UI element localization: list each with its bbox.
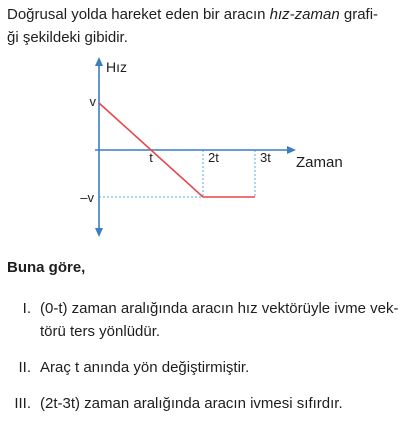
statement-3 <box>7 392 412 415</box>
intro-line-2: ği şekildeki gibidir. <box>7 29 128 46</box>
x-tick-label-2t: 2t <box>208 150 219 165</box>
statement-numeral: II. <box>18 359 31 376</box>
y-tick-label-neg-v: –v <box>80 190 94 205</box>
intro-text-italic: hız-zaman <box>269 6 340 23</box>
x-axis-arrow <box>287 146 296 154</box>
statement-2 <box>7 356 412 379</box>
x-axis-label: Zaman <box>296 154 343 171</box>
y-axis-arrow-down <box>95 228 103 237</box>
x-tick-label-3t: 3t <box>260 150 271 165</box>
y-axis-label: Hız <box>106 59 127 75</box>
x-tick-label-t: t <box>149 150 153 165</box>
statement-line: (0-t) zaman aralığında aracın hız vektörüyle ivme vek- <box>40 300 399 317</box>
question-heading: Buna göre, <box>7 259 86 276</box>
y-axis-arrow-up <box>95 57 103 66</box>
intro-text-a: Doğrusal yolda hareket eden bir aracın <box>7 6 270 23</box>
y-tick-label-v: v <box>89 94 96 109</box>
statement-1 <box>7 297 412 343</box>
statement-line: (2t-3t) zaman aralığında aracın ivmesi sıfırdır. <box>40 395 343 412</box>
statement-line: Araç t anında yön değiştirmiştir. <box>40 359 250 376</box>
intro-text-b: grafi- <box>339 6 379 23</box>
statement-line: törü ters yönlüdür. <box>40 323 161 340</box>
statement-numeral: III. <box>14 395 31 412</box>
statement-numeral: I. <box>22 300 31 317</box>
statement-list <box>7 297 412 415</box>
axes <box>95 57 296 237</box>
